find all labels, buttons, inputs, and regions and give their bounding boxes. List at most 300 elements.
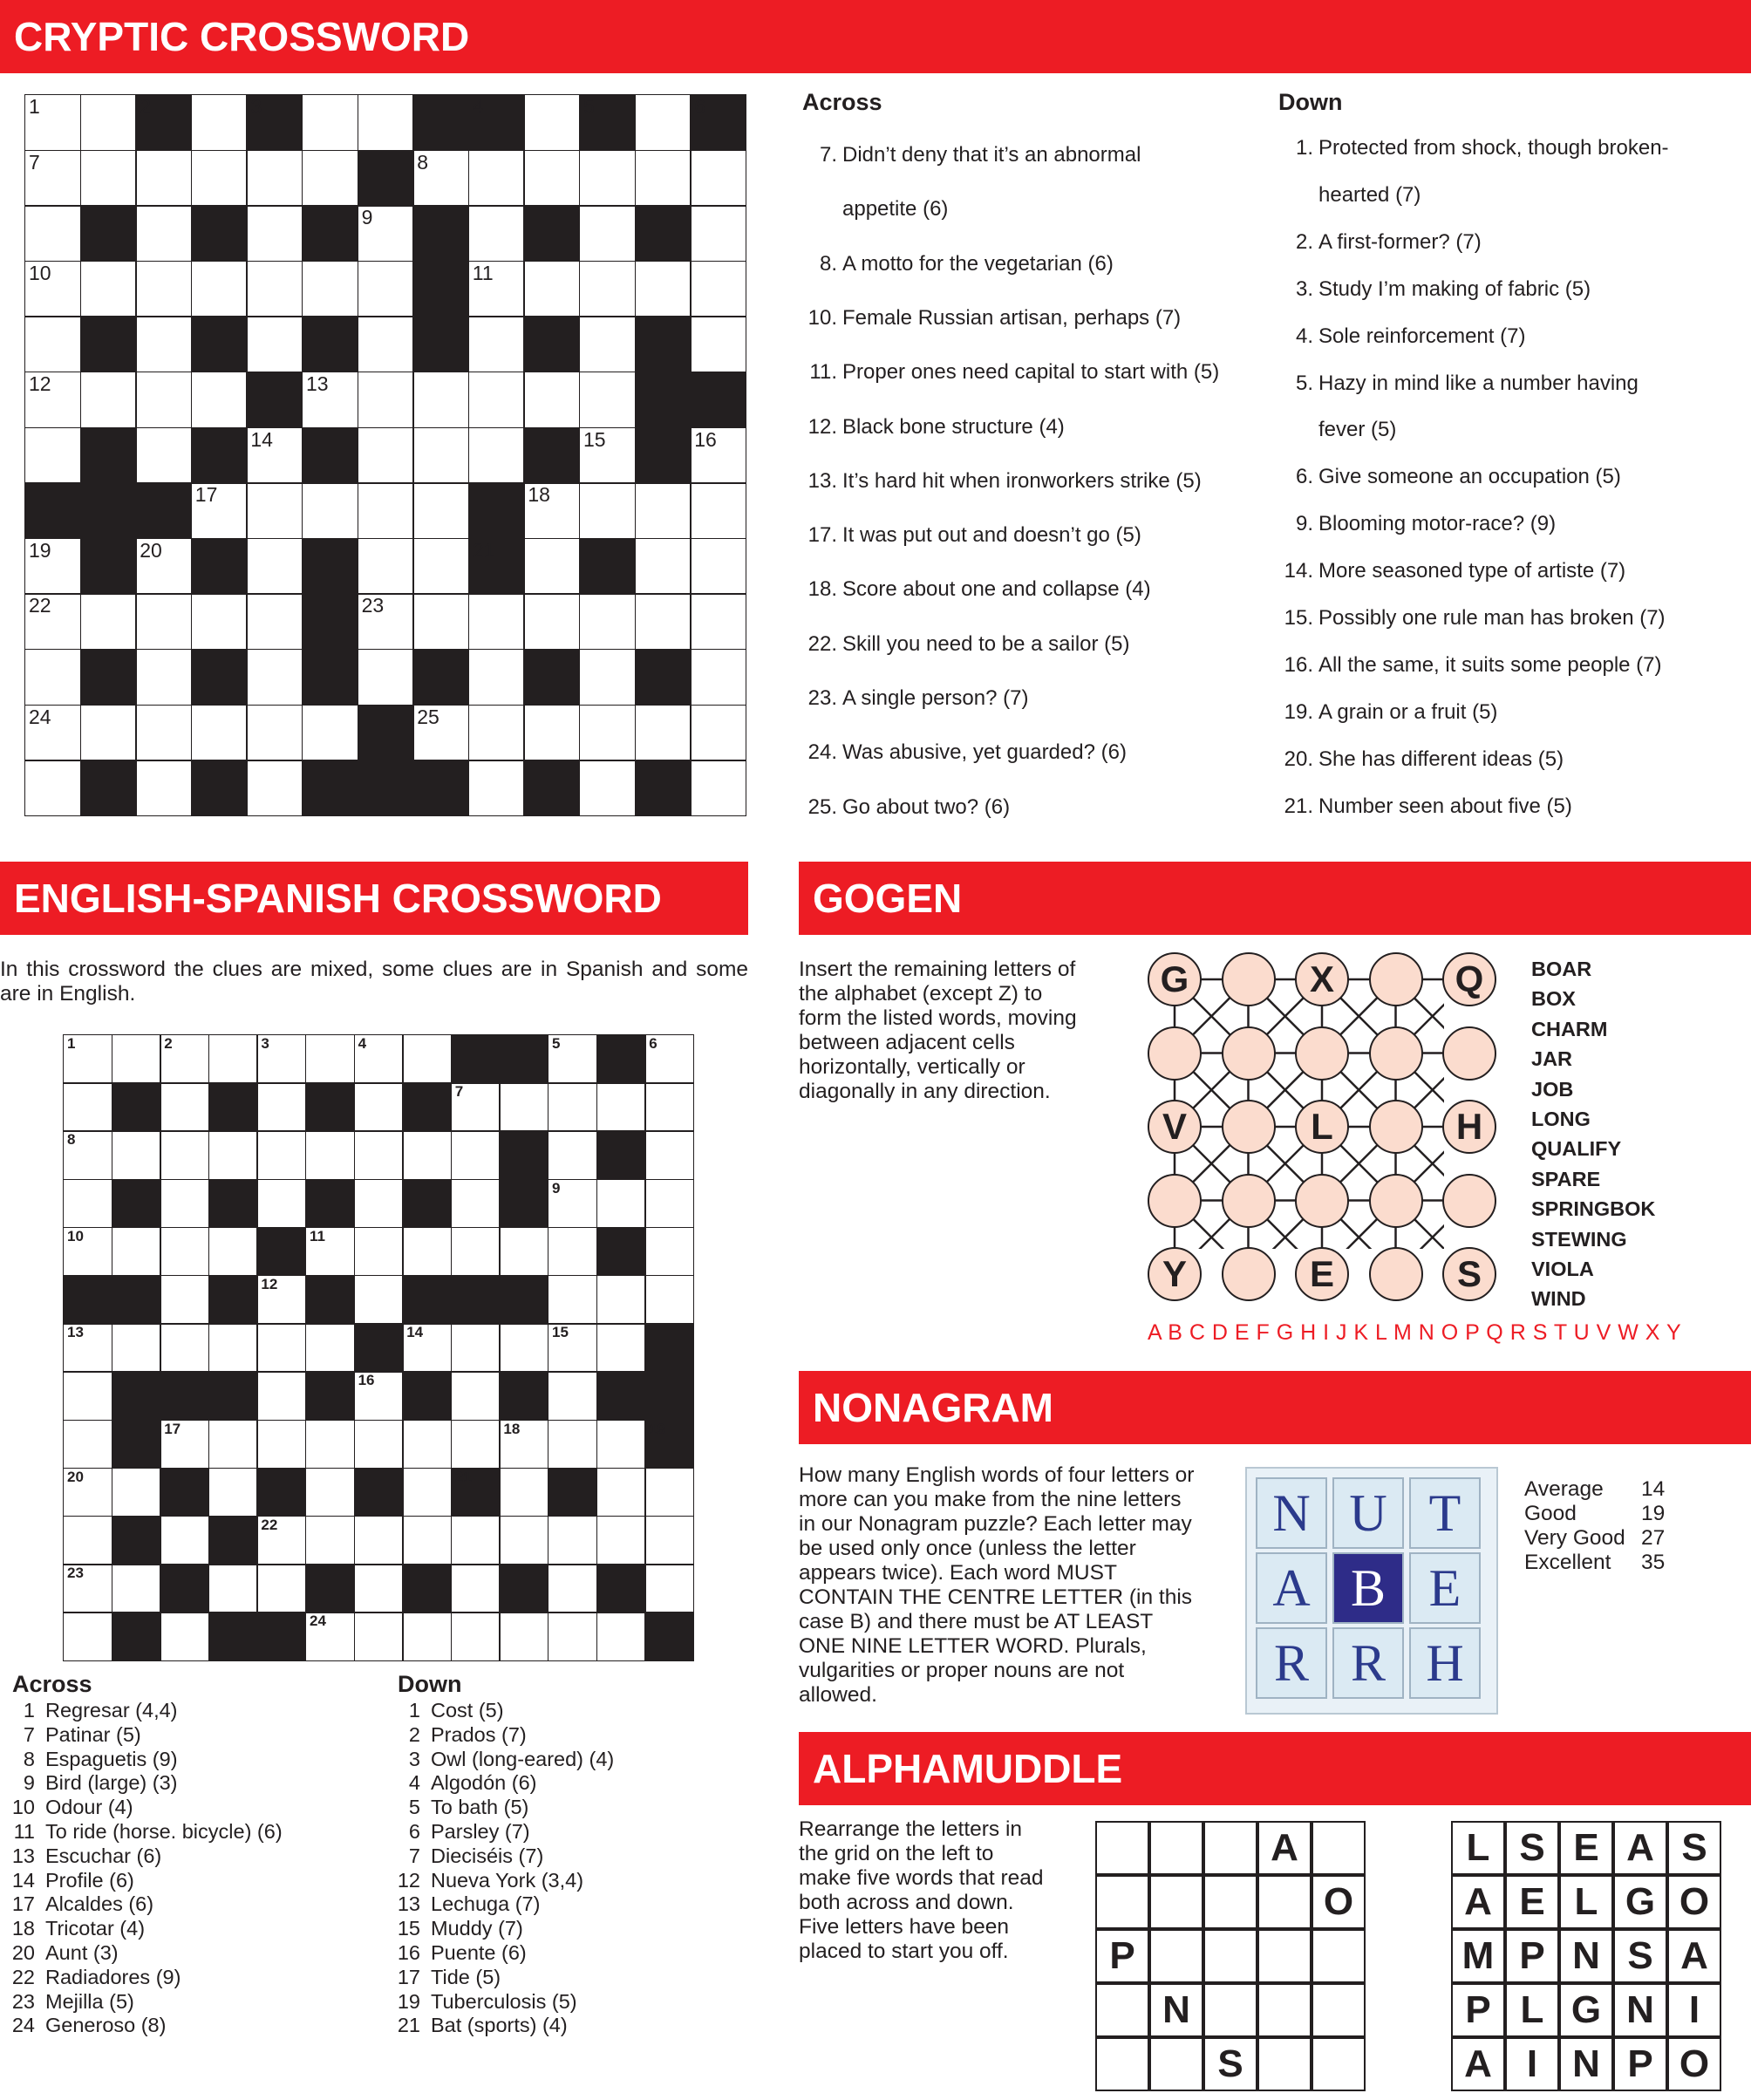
es-clue-number: 16	[358, 1372, 375, 1389]
cryptic-cell[interactable]	[302, 705, 358, 761]
cryptic-cell[interactable]	[358, 205, 414, 262]
es-cell[interactable]	[402, 1468, 452, 1517]
clue-text: Blooming motor-race? (9)	[1318, 512, 1557, 536]
alphamuddle-answer-empty-cell[interactable]	[1149, 1821, 1203, 1875]
es-cell[interactable]	[451, 1516, 501, 1565]
cryptic-cell[interactable]	[135, 538, 192, 595]
gogen-empty-cell[interactable]	[1369, 1100, 1423, 1154]
es-cell[interactable]	[63, 1082, 112, 1132]
clue-number: 16.	[1284, 652, 1313, 677]
es-cell[interactable]	[596, 1420, 646, 1469]
es-cell[interactable]	[548, 1516, 597, 1565]
es-cell[interactable]	[596, 1516, 646, 1565]
es-cell[interactable]	[160, 1034, 209, 1084]
es-cell[interactable]	[354, 1612, 404, 1661]
cryptic-cell[interactable]	[24, 538, 81, 595]
cryptic-cell[interactable]	[690, 593, 746, 650]
cryptic-cell[interactable]	[635, 593, 692, 650]
es-cell[interactable]	[160, 1082, 209, 1132]
es-cell[interactable]	[499, 1516, 548, 1565]
cryptic-cell[interactable]	[302, 372, 358, 428]
cryptic-cell[interactable]	[412, 705, 469, 761]
cryptic-black-cell	[135, 482, 192, 539]
cryptic-cell[interactable]	[358, 94, 414, 151]
gogen-empty-cell[interactable]	[1442, 1026, 1496, 1081]
cryptic-cell[interactable]	[135, 150, 192, 207]
cryptic-black-cell	[80, 482, 137, 539]
cryptic-black-cell	[635, 316, 692, 372]
alphamuddle-answer-empty-cell[interactable]	[1149, 1929, 1203, 1983]
es-cell[interactable]	[644, 1516, 694, 1565]
es-clue-number: 9	[552, 1179, 561, 1197]
cryptic-cell[interactable]	[135, 705, 192, 761]
cryptic-cell[interactable]	[191, 593, 248, 650]
es-clue-number: 22	[261, 1517, 278, 1533]
cryptic-cell[interactable]	[191, 372, 248, 428]
cryptic-cell[interactable]	[246, 482, 303, 539]
cryptic-cell[interactable]	[412, 538, 469, 595]
es-cell[interactable]	[644, 1564, 694, 1613]
cryptic-cell[interactable]	[80, 593, 137, 650]
cryptic-cell[interactable]	[24, 427, 81, 484]
alphamuddle-answer-empty-cell[interactable]	[1312, 2037, 1366, 2091]
es-across-clue	[0, 1966, 384, 1990]
cryptic-cell[interactable]	[24, 372, 81, 428]
es-cell[interactable]	[596, 1082, 646, 1132]
cryptic-cell[interactable]	[690, 760, 746, 816]
es-cell[interactable]	[548, 1564, 597, 1613]
cryptic-cell[interactable]	[523, 538, 580, 595]
es-cell[interactable]	[354, 1275, 404, 1325]
es-cell[interactable]	[208, 1564, 258, 1613]
cryptic-cell[interactable]	[468, 150, 525, 207]
es-cell[interactable]	[548, 1034, 597, 1084]
es-cell[interactable]	[112, 1227, 161, 1277]
cryptic-cell[interactable]	[24, 316, 81, 372]
cryptic-cell[interactable]	[24, 760, 81, 816]
cryptic-cell[interactable]	[80, 261, 137, 317]
cryptic-cell[interactable]	[523, 482, 580, 539]
cryptic-cell[interactable]	[412, 593, 469, 650]
alphamuddle-answer-empty-cell[interactable]	[1312, 1821, 1366, 1875]
es-cell[interactable]	[402, 1034, 452, 1084]
cryptic-cell[interactable]	[468, 205, 525, 262]
es-cell[interactable]	[112, 1130, 161, 1180]
gogen-word: SPRINGBOK	[1531, 1197, 1656, 1221]
gogen-empty-cell[interactable]	[1295, 1174, 1349, 1228]
es-cell[interactable]	[354, 1130, 404, 1180]
cryptic-cell[interactable]	[690, 150, 746, 207]
es-cell[interactable]	[354, 1420, 404, 1469]
es-cell[interactable]	[499, 1420, 548, 1469]
clue-text: Go about two? (6)	[842, 794, 1011, 819]
cryptic-cell[interactable]	[246, 316, 303, 372]
cryptic-cell[interactable]	[523, 705, 580, 761]
alphamuddle-answer-empty-cell[interactable]	[1149, 2037, 1203, 2091]
es-cell[interactable]	[548, 1179, 597, 1229]
es-cell[interactable]	[305, 1468, 355, 1517]
es-cell[interactable]	[256, 1516, 306, 1565]
gogen-empty-cell[interactable]	[1222, 1100, 1276, 1154]
cryptic-cell[interactable]	[412, 482, 469, 539]
cryptic-cell[interactable]	[635, 705, 692, 761]
es-black-cell	[402, 1179, 452, 1229]
es-black-cell	[305, 1564, 355, 1613]
es-cell[interactable]	[402, 1130, 452, 1180]
cryptic-cell[interactable]	[412, 427, 469, 484]
es-cell[interactable]	[208, 1468, 258, 1517]
cryptic-cell[interactable]	[579, 649, 636, 706]
cryptic-cell[interactable]	[579, 261, 636, 317]
es-cell[interactable]	[160, 1130, 209, 1180]
cryptic-cell[interactable]	[523, 372, 580, 428]
cryptic-cell[interactable]	[579, 205, 636, 262]
cryptic-cell[interactable]	[579, 760, 636, 816]
cryptic-cell[interactable]	[523, 261, 580, 317]
cryptic-cell[interactable]	[135, 261, 192, 317]
cryptic-cell[interactable]	[302, 150, 358, 207]
es-cell[interactable]	[160, 1227, 209, 1277]
cryptic-cell[interactable]	[635, 261, 692, 317]
es-cell[interactable]	[63, 1468, 112, 1517]
es-cell[interactable]	[402, 1227, 452, 1277]
gogen-empty-cell[interactable]	[1222, 1174, 1276, 1228]
cryptic-cell[interactable]	[135, 593, 192, 650]
cryptic-cell[interactable]	[246, 705, 303, 761]
cryptic-cell[interactable]	[358, 593, 414, 650]
gogen-empty-cell[interactable]	[1295, 1026, 1349, 1081]
es-cell[interactable]	[305, 1034, 355, 1084]
es-cell[interactable]	[548, 1323, 597, 1373]
es-cell[interactable]	[305, 1227, 355, 1277]
cryptic-cell[interactable]	[80, 705, 137, 761]
es-cell[interactable]	[354, 1516, 404, 1565]
cryptic-cell[interactable]	[468, 760, 525, 816]
cryptic-cell[interactable]	[358, 427, 414, 484]
es-cell[interactable]	[112, 1564, 161, 1613]
alphamuddle-answer-empty-cell[interactable]	[1095, 2037, 1149, 2091]
es-cell[interactable]	[451, 1082, 501, 1132]
es-cell[interactable]	[63, 1420, 112, 1469]
es-cell[interactable]	[63, 1227, 112, 1277]
cryptic-cell[interactable]	[246, 205, 303, 262]
clue-text: Skill you need to be a sailor (5)	[842, 631, 1130, 656]
cryptic-cell[interactable]	[24, 205, 81, 262]
cryptic-cell[interactable]	[468, 593, 525, 650]
es-cell[interactable]	[548, 1612, 597, 1661]
cryptic-cell[interactable]	[468, 261, 525, 317]
es-cell[interactable]	[354, 1034, 404, 1084]
cryptic-clue-number: 4	[472, 95, 484, 118]
alphamuddle-answer-empty-cell[interactable]	[1257, 1875, 1312, 1929]
cryptic-cell[interactable]	[246, 538, 303, 595]
es-cell[interactable]	[63, 1130, 112, 1180]
cryptic-cell[interactable]	[468, 316, 525, 372]
cryptic-cell[interactable]	[246, 649, 303, 706]
cryptic-cell[interactable]	[191, 261, 248, 317]
es-cell[interactable]	[208, 1130, 258, 1180]
cryptic-cell[interactable]	[579, 316, 636, 372]
cryptic-cell[interactable]	[135, 316, 192, 372]
es-cell[interactable]	[256, 1564, 306, 1613]
es-cell[interactable]	[402, 1516, 452, 1565]
cryptic-cell[interactable]	[246, 593, 303, 650]
es-cell[interactable]	[451, 1371, 501, 1421]
es-cell[interactable]	[451, 1179, 501, 1229]
es-cell[interactable]	[256, 1420, 306, 1469]
es-cell[interactable]	[548, 1227, 597, 1277]
es-down-clue	[385, 1917, 769, 1941]
es-cell[interactable]	[305, 1516, 355, 1565]
es-cell[interactable]	[354, 1179, 404, 1229]
gogen-empty-cell[interactable]	[1222, 1247, 1276, 1301]
es-cell[interactable]	[644, 1130, 694, 1180]
es-cell[interactable]	[596, 1323, 646, 1373]
cryptic-cell[interactable]	[635, 538, 692, 595]
gogen-empty-cell[interactable]	[1369, 1174, 1423, 1228]
es-black-cell	[354, 1323, 404, 1373]
gogen-empty-cell[interactable]	[1369, 1247, 1423, 1301]
cryptic-cell[interactable]	[246, 760, 303, 816]
es-cell[interactable]	[644, 1034, 694, 1084]
cryptic-cell[interactable]	[690, 427, 746, 484]
cryptic-cell[interactable]	[468, 372, 525, 428]
cryptic-cell[interactable]	[80, 150, 137, 207]
es-cell[interactable]	[63, 1564, 112, 1613]
gogen-empty-cell[interactable]	[1369, 1026, 1423, 1081]
gogen-empty-cell[interactable]	[1148, 1174, 1202, 1228]
cryptic-cell[interactable]	[635, 482, 692, 539]
cryptic-cell[interactable]	[358, 538, 414, 595]
cryptic-cell[interactable]	[690, 538, 746, 595]
cryptic-cell[interactable]	[246, 150, 303, 207]
es-cell[interactable]	[208, 1227, 258, 1277]
alphamuddle-answer-empty-cell[interactable]	[1257, 1929, 1312, 1983]
cryptic-cell[interactable]	[523, 150, 580, 207]
cryptic-cell[interactable]	[302, 94, 358, 151]
cryptic-cell[interactable]	[191, 150, 248, 207]
alphamuddle-answer-empty-cell[interactable]	[1149, 1875, 1203, 1929]
es-cell[interactable]	[499, 1468, 548, 1517]
es-cell[interactable]	[160, 1179, 209, 1229]
es-cell[interactable]	[451, 1227, 501, 1277]
es-cell[interactable]	[305, 1323, 355, 1373]
alphamuddle-answer-empty-cell[interactable]	[1095, 1875, 1149, 1929]
cryptic-cell[interactable]	[579, 593, 636, 650]
cryptic-cell[interactable]	[191, 705, 248, 761]
cryptic-cell[interactable]	[135, 649, 192, 706]
cryptic-cell[interactable]	[358, 261, 414, 317]
gogen-empty-cell[interactable]	[1148, 1026, 1202, 1081]
alphamuddle-answer-empty-cell[interactable]	[1095, 1983, 1149, 2037]
es-cell[interactable]	[451, 1323, 501, 1373]
es-cell[interactable]	[354, 1564, 404, 1613]
es-cell[interactable]	[596, 1468, 646, 1517]
cryptic-cell[interactable]	[135, 205, 192, 262]
es-cell[interactable]	[256, 1179, 306, 1229]
gogen-empty-cell[interactable]	[1222, 952, 1276, 1006]
cryptic-cell[interactable]	[24, 94, 81, 151]
cryptic-cell[interactable]	[80, 372, 137, 428]
es-cell[interactable]	[644, 1227, 694, 1277]
es-cell[interactable]	[499, 1082, 548, 1132]
alphamuddle-answer-empty-cell[interactable]	[1312, 1929, 1366, 1983]
es-cell[interactable]	[548, 1082, 597, 1132]
cryptic-clue-number: 21	[472, 538, 495, 562]
cryptic-cell[interactable]	[412, 150, 469, 207]
cryptic-cell[interactable]	[635, 150, 692, 207]
es-cell[interactable]	[63, 1371, 112, 1421]
alphamuddle-answer-empty-cell[interactable]	[1095, 1821, 1149, 1875]
cryptic-cell[interactable]	[468, 649, 525, 706]
es-cell[interactable]	[160, 1516, 209, 1565]
alphamuddle-answer-empty-cell[interactable]	[1312, 1983, 1366, 2037]
cryptic-cell[interactable]	[24, 261, 81, 317]
cryptic-cell[interactable]	[690, 316, 746, 372]
cryptic-cell[interactable]	[302, 261, 358, 317]
cryptic-cell[interactable]	[690, 649, 746, 706]
gogen-word-list	[1531, 954, 1723, 1314]
cryptic-cell[interactable]	[135, 372, 192, 428]
cryptic-cell[interactable]	[135, 760, 192, 816]
es-cell[interactable]	[112, 1468, 161, 1517]
es-cell[interactable]	[160, 1275, 209, 1325]
alphamuddle-answer-empty-cell[interactable]	[1203, 1929, 1257, 1983]
es-cell[interactable]	[499, 1323, 548, 1373]
cryptic-black-cell	[523, 427, 580, 484]
es-cell[interactable]	[256, 1082, 306, 1132]
es-cell[interactable]	[256, 1034, 306, 1084]
es-cell[interactable]	[305, 1612, 355, 1661]
cryptic-cell[interactable]	[690, 261, 746, 317]
cryptic-cell[interactable]	[358, 649, 414, 706]
cryptic-cell[interactable]	[191, 94, 248, 151]
cryptic-cell[interactable]	[468, 705, 525, 761]
es-cell[interactable]	[451, 1420, 501, 1469]
es-cell[interactable]	[208, 1034, 258, 1084]
es-down-clue	[385, 2014, 769, 2038]
es-cell[interactable]	[256, 1323, 306, 1373]
cryptic-cell[interactable]	[523, 593, 580, 650]
es-cell[interactable]	[644, 1082, 694, 1132]
gogen-empty-cell[interactable]	[1222, 1026, 1276, 1081]
gogen-empty-cell[interactable]	[1369, 952, 1423, 1006]
cryptic-cell[interactable]	[135, 427, 192, 484]
cryptic-cell[interactable]	[191, 482, 248, 539]
alphamuddle-answer-empty-cell[interactable]	[1257, 1983, 1312, 2037]
es-cell[interactable]	[354, 1227, 404, 1277]
es-cell[interactable]	[499, 1227, 548, 1277]
es-cell[interactable]	[596, 1179, 646, 1229]
es-cell[interactable]	[451, 1130, 501, 1180]
alphamuddle-answer-empty-cell[interactable]	[1257, 2037, 1312, 2091]
cryptic-cell[interactable]	[579, 482, 636, 539]
cryptic-cell[interactable]	[24, 649, 81, 706]
gogen-empty-cell[interactable]	[1442, 1174, 1496, 1228]
cryptic-cell[interactable]	[246, 261, 303, 317]
es-cell[interactable]	[402, 1323, 452, 1373]
cryptic-cell[interactable]	[302, 482, 358, 539]
cryptic-cell[interactable]	[358, 372, 414, 428]
es-cell[interactable]	[305, 1130, 355, 1180]
clue-number: 23	[11, 1989, 35, 2013]
cryptic-cell[interactable]	[690, 205, 746, 262]
es-cell[interactable]	[256, 1371, 306, 1421]
cryptic-black-cell	[80, 316, 137, 372]
cryptic-cell[interactable]	[523, 94, 580, 151]
clue-number: 3.	[1295, 276, 1313, 301]
es-cell[interactable]	[208, 1323, 258, 1373]
es-cell[interactable]	[256, 1130, 306, 1180]
es-cell[interactable]	[160, 1323, 209, 1373]
cryptic-cell[interactable]	[579, 150, 636, 207]
es-cell[interactable]	[63, 1179, 112, 1229]
alphamuddle-answer-empty-cell[interactable]	[1203, 1821, 1257, 1875]
es-cell[interactable]	[208, 1420, 258, 1469]
es-cell[interactable]	[548, 1275, 597, 1325]
es-cell[interactable]	[112, 1034, 161, 1084]
es-cell[interactable]	[548, 1130, 597, 1180]
cryptic-cell[interactable]	[468, 427, 525, 484]
es-cell[interactable]	[63, 1612, 112, 1661]
es-cell[interactable]	[499, 1612, 548, 1661]
cryptic-down-clue	[1278, 183, 1421, 208]
es-cell[interactable]	[354, 1082, 404, 1132]
cryptic-cell[interactable]	[80, 94, 137, 151]
cryptic-cell[interactable]	[635, 94, 692, 151]
es-cell[interactable]	[451, 1564, 501, 1613]
es-cell[interactable]	[596, 1612, 646, 1661]
cryptic-cell[interactable]	[579, 705, 636, 761]
es-cell[interactable]	[160, 1612, 209, 1661]
cryptic-cell[interactable]	[24, 593, 81, 650]
cryptic-cell[interactable]	[579, 372, 636, 428]
alphamuddle-source-letter-cell: N	[1559, 2037, 1613, 2091]
es-cell[interactable]	[63, 1034, 112, 1084]
cryptic-cell[interactable]	[358, 482, 414, 539]
cryptic-cell[interactable]	[358, 316, 414, 372]
es-cell[interactable]	[548, 1371, 597, 1421]
es-cell[interactable]	[402, 1420, 452, 1469]
es-cell[interactable]	[451, 1612, 501, 1661]
alphamuddle-answer-empty-cell[interactable]	[1203, 1983, 1257, 2037]
es-cell[interactable]	[63, 1323, 112, 1373]
es-black-cell	[354, 1468, 404, 1517]
es-cell[interactable]	[548, 1420, 597, 1469]
cryptic-cell[interactable]	[690, 705, 746, 761]
es-cell[interactable]	[596, 1275, 646, 1325]
es-cell[interactable]	[63, 1516, 112, 1565]
cryptic-cell[interactable]	[690, 482, 746, 539]
es-cell[interactable]	[644, 1179, 694, 1229]
cryptic-cell[interactable]	[24, 705, 81, 761]
es-cell[interactable]	[354, 1371, 404, 1421]
cryptic-cell[interactable]	[24, 150, 81, 207]
clue-text: Possibly one rule man has broken (7)	[1318, 606, 1666, 630]
es-cell[interactable]	[112, 1323, 161, 1373]
es-cell[interactable]	[160, 1420, 209, 1469]
es-cell[interactable]	[644, 1468, 694, 1517]
es-cell[interactable]	[256, 1275, 306, 1325]
es-cell[interactable]	[644, 1275, 694, 1325]
es-cell[interactable]	[305, 1420, 355, 1469]
cryptic-cell[interactable]	[246, 427, 303, 484]
cryptic-cell[interactable]	[412, 372, 469, 428]
cryptic-banner	[0, 0, 1751, 73]
es-cell[interactable]	[402, 1612, 452, 1661]
alphamuddle-answer-empty-cell[interactable]	[1203, 1875, 1257, 1929]
cryptic-cell[interactable]	[579, 427, 636, 484]
